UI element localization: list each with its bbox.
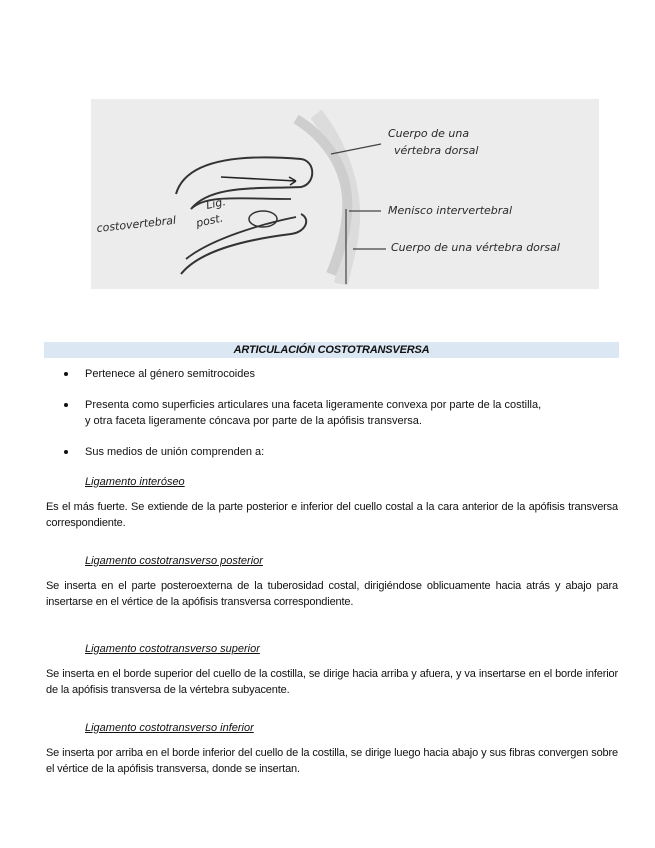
bullet-text: Sus medios de unión comprenden a: [85,446,265,458]
label-lig: Lig. [204,195,227,212]
bullet-dot [64,450,68,454]
ligament-description: Se inserta en el parte posteroexterna de la tuberosidad costal, dirigiéndose oblicuamente hacia atrás y abajo para insertarse en el vértice de la apófisis transversa correspondiente. [46,580,618,608]
bullet-dot [64,403,68,407]
label-cuerpo-vertebra-2: vértebra dorsal [394,144,479,157]
bullet-text: Pertenece al género semitrocoides [85,368,255,380]
ligament-heading: Ligamento costotransverso inferior [85,722,254,734]
ligament-heading: Ligamento costotransverso superior [85,643,260,655]
label-post: post. [194,211,225,230]
ligament-description: Se inserta por arriba en el borde inferior del cuello de la costilla, se dirige luego hacia abajo y sus fibras convergen sobre el vértice de la apófisis transversa, donde se insertan. [46,747,618,775]
ligament-description: Se inserta en el borde superior del cuello de la costilla, se dirige hacia arriba y afuera, y va insertarse en el borde inferior de la apófisis transversa de la vértebra subyacente. [46,668,618,696]
anatomy-drawing [91,99,599,289]
ligament-heading: Ligamento interóseo [85,476,185,488]
ligament-description: Es el más fuerte. Se extiende de la parte posterior e inferior del cuello costal a la cara anterior de la apófisis transversa correspondiente. [46,501,618,529]
ligament-heading: Ligamento costotransverso posterior [85,555,263,567]
anatomy-sketch [91,99,599,289]
bullet-text: y otra faceta ligeramente cóncava por parte de la apófisis transversa. [85,415,422,427]
label-cuerpo-vertebra-1: Cuerpo de una [388,127,470,140]
bullet-text: Presenta como superficies articulares una faceta ligeramente convexa por parte de la costilla, [85,399,542,411]
label-costovertebral: costovertebral [95,213,177,235]
label-menisco: Menisco intervertebral [388,204,513,217]
label-cuerpo-vertebra-3: Cuerpo de una vértebra dorsal [391,241,560,254]
bullet-dot [64,372,68,376]
section-title: ARTICULACIÓN COSTOTRANSVERSA [44,342,619,358]
